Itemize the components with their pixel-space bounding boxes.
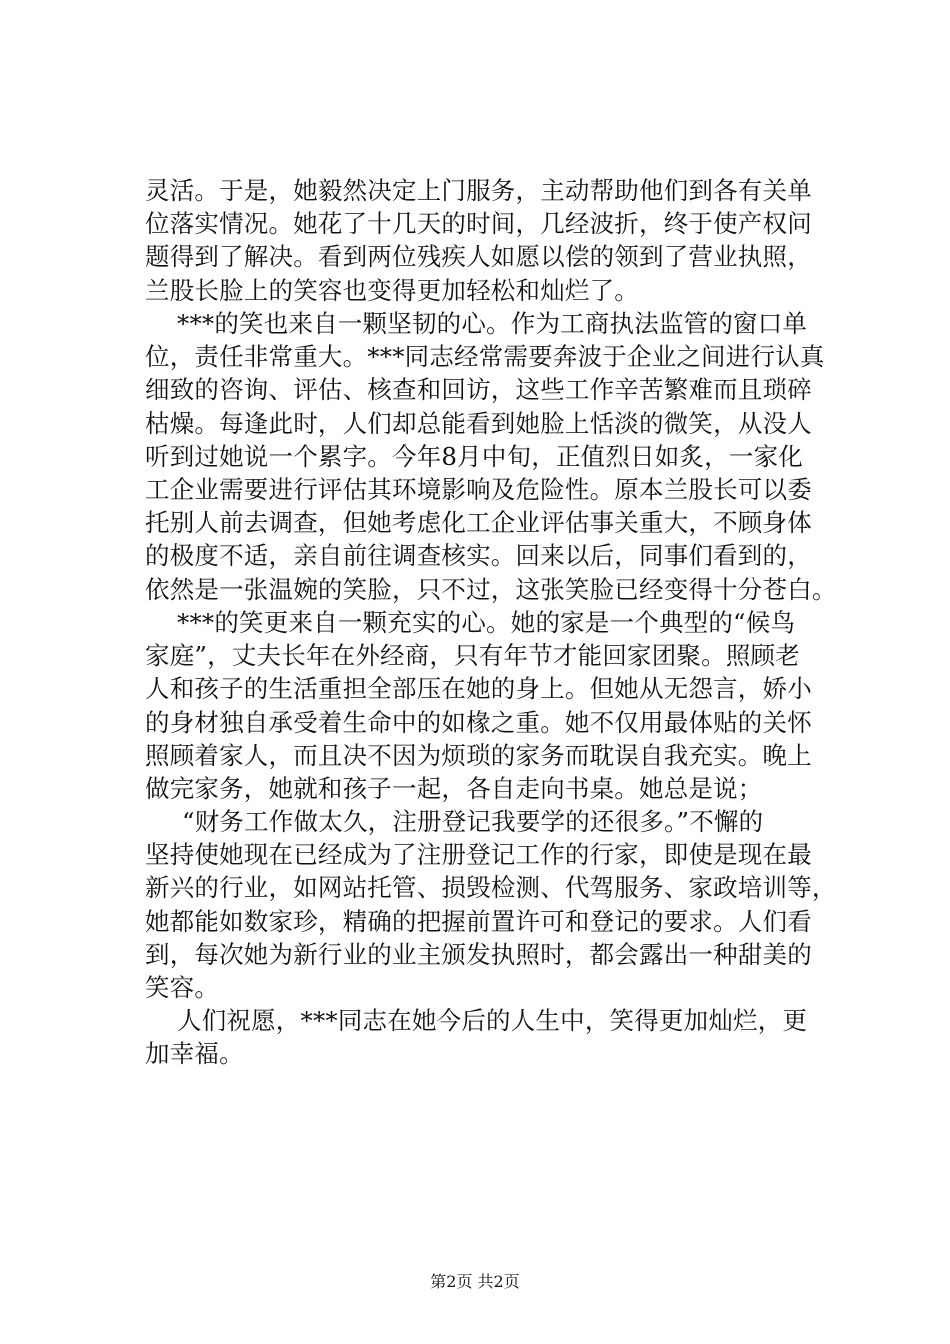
- text-line: 坚持使她现在已经成为了注册登记工作的行家，即使是现在最: [145, 840, 812, 870]
- text-line: 到，每次她为新行业的业主颁发执照时，都会露出一种甜美的: [145, 939, 812, 969]
- text-line: 家庭”，丈夫长年在外经商，只有年节才能回家团聚。照顾老: [145, 641, 800, 671]
- paragraph-4: [145, 805, 845, 1004]
- text-line: 笑容。: [145, 972, 220, 1002]
- text-line: 位落实情况。她花了十几天的时间，几经波折，终于使产权问: [145, 209, 812, 239]
- text-line: 兰股长脸上的笑容也变得更加轻松和灿烂了。: [145, 275, 639, 305]
- paragraph-5: [145, 1004, 845, 1070]
- text-line: 依然是一张温婉的笑脸，只不过，这张笑脸已经变得十分苍白。: [145, 574, 837, 604]
- text-line: 听到过她说一个累字。今年8月中旬，正值烈日如炙，一家化: [145, 441, 803, 471]
- text-line: 人和孩子的生活重担全部压在她的身上。但她从无怨言，娇小: [145, 674, 812, 704]
- paragraph-3: [145, 606, 845, 805]
- text-line: 照顾着家人，而且决不因为烦琐的家务而耽误自我充实。晚上: [145, 740, 812, 770]
- text-line: 细致的咨询、评估、核查和回访，这些工作辛苦繁难而且琐碎: [145, 375, 812, 405]
- page-number-footer: 第2页 共2页: [430, 1272, 520, 1291]
- text-line: 位，责任非常重大。***同志经常需要奔波于企业之间进行认真: [145, 342, 825, 372]
- text-line: 枯燥。每逢此时，人们却总能看到她脸上恬淡的微笑，从没人: [145, 408, 812, 438]
- text-line: 做完家务，她就和孩子一起，各自走向书桌。她总是说；: [145, 773, 763, 803]
- paragraph-2: [145, 307, 845, 606]
- text-line: 的极度不适，亲自前往调查核实。回来以后，同事们看到的，: [145, 541, 812, 571]
- text-line: 人们祝愿，***同志在她今后的人生中，笑得更加灿烂，更: [177, 1006, 808, 1035]
- text-line: 她都能如数家珍，精确的把握前置许可和登记的要求。人们看: [145, 906, 812, 936]
- text-line: ***的笑更来自一颗充实的心。她的家是一个典型的“候鸟: [177, 608, 796, 637]
- text-line: 题得到了解决。看到两位残疾人如愿以偿的领到了营业执照，: [145, 242, 812, 272]
- text-line: 灵活。于是，她毅然决定上门服务，主动帮助他们到各有关单: [145, 176, 812, 205]
- paragraph-1: [145, 174, 845, 307]
- text-line: 的身材独自承受着生命中的如椽之重。她不仅用最体贴的关怀: [145, 707, 812, 737]
- text-line: “财务工作做太久，注册登记我要学的还很多。”不懈的: [182, 807, 764, 836]
- text-line: 工企业需要进行评估其环境影响及危险性。原本兰股长可以委: [145, 474, 812, 504]
- text-line: 托别人前去调查，但她考虑化工企业评估事关重大，不顾身体: [145, 508, 812, 538]
- text-line: 新兴的行业，如网站托管、损毁检测、代驾服务、家政培训等，: [145, 873, 837, 903]
- text-line: ***的笑也来自一颗坚韧的心。作为工商执法监管的窗口单: [177, 309, 808, 338]
- text-line: 加幸福。: [145, 1039, 244, 1069]
